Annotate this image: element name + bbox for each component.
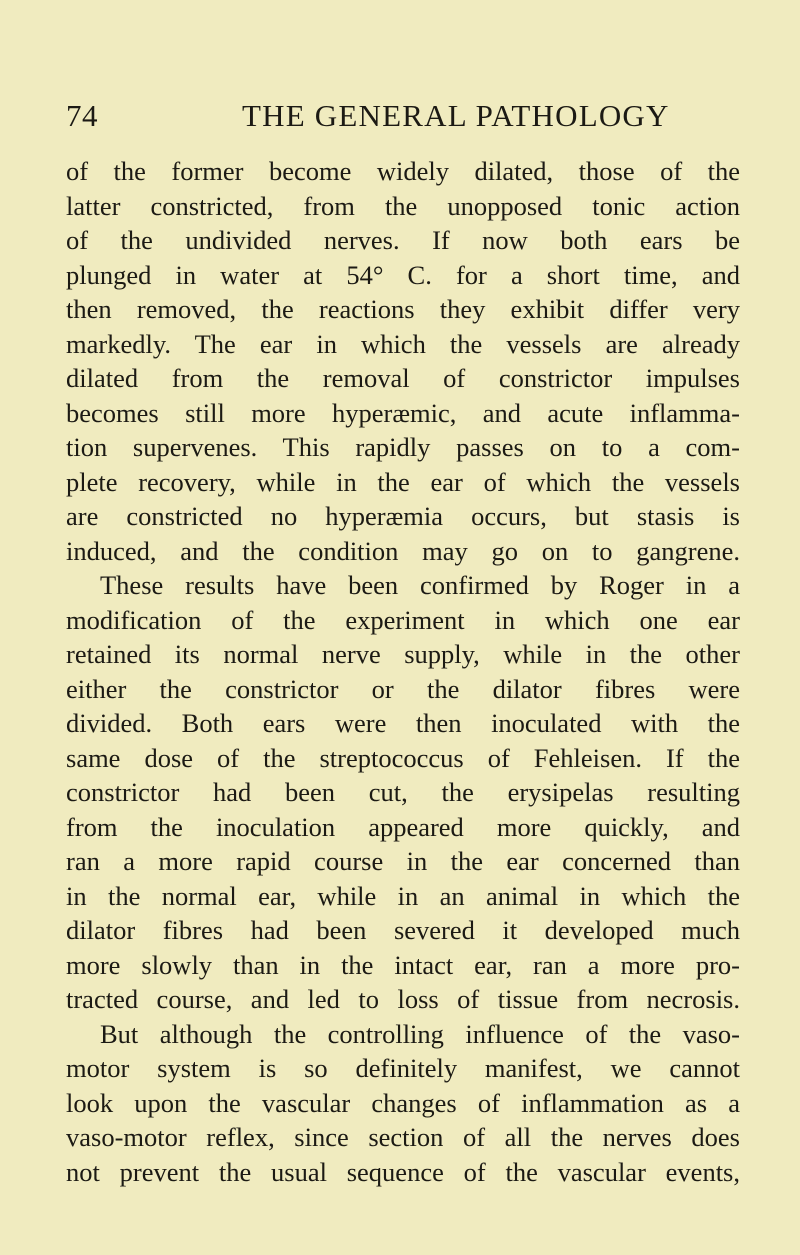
body-text <box>66 154 740 1189</box>
text-line: of the undivided nerves. If now both ears be <box>66 225 740 255</box>
text-line: vaso-motor reflex, since section of all the nerves does <box>66 1122 740 1152</box>
text-line: not prevent the usual sequence of the vascular events, <box>66 1156 740 1187</box>
text-line: markedly. The ear in which the vessels are already <box>66 328 740 359</box>
text-line: becomes still more hyperæmic, and acute inflamma- <box>66 397 740 428</box>
text-line: more slowly than in the intact ear, ran a more pro- <box>66 949 740 980</box>
text-line: from the inoculation appeared more quickly, and <box>66 811 740 842</box>
text-line: retained its normal nerve supply, while in the other <box>66 639 740 669</box>
text-line: latter constricted, from the unopposed tonic action <box>66 190 740 221</box>
running-title: THE GENERAL PATHOLOGY <box>242 98 670 133</box>
text-line: ran a more rapid course in the ear concerned than <box>66 846 740 876</box>
text-line: But although the controlling influence of the vaso- <box>100 1018 740 1049</box>
text-line: of the former become widely dilated, those of the <box>66 156 740 186</box>
text-line: then removed, the reactions they exhibit differ very <box>66 294 740 324</box>
text-line: dilated from the removal of constrictor impulses <box>66 363 740 393</box>
text-line: plete recovery, while in the ear of which the vessels <box>66 466 740 497</box>
text-line: These results have been confirmed by Roger in a <box>100 570 740 600</box>
text-line: tracted course, and led to loss of tissue from necrosis. <box>66 984 740 1014</box>
page-number: 74 <box>66 98 98 133</box>
text-line: constrictor had been cut, the erysipelas resulting <box>66 777 740 807</box>
text-line: divided. Both ears were then inoculated with the <box>66 708 740 738</box>
text-line: induced, and the condition may go on to gangrene. <box>66 535 740 566</box>
text-line: look upon the vascular changes of inflammation as a <box>66 1087 740 1118</box>
text-line: are constricted no hyperæmia occurs, but stasis is <box>66 501 740 531</box>
text-line: same dose of the streptococcus of Fehleisen. If the <box>66 742 740 773</box>
text-line: dilator fibres had been severed it developed much <box>66 915 740 945</box>
text-line: motor system is so definitely manifest, we cannot <box>66 1053 740 1083</box>
text-line: plunged in water at 54° C. for a short time, and <box>66 259 740 290</box>
text-line: in the normal ear, while in an animal in which the <box>66 880 740 911</box>
text-line: either the constrictor or the dilator fibres were <box>66 673 740 704</box>
text-line: modification of the experiment in which one ear <box>66 604 740 635</box>
running-head <box>66 98 766 138</box>
text-line: tion supervenes. This rapidly passes on to a com- <box>66 432 740 462</box>
